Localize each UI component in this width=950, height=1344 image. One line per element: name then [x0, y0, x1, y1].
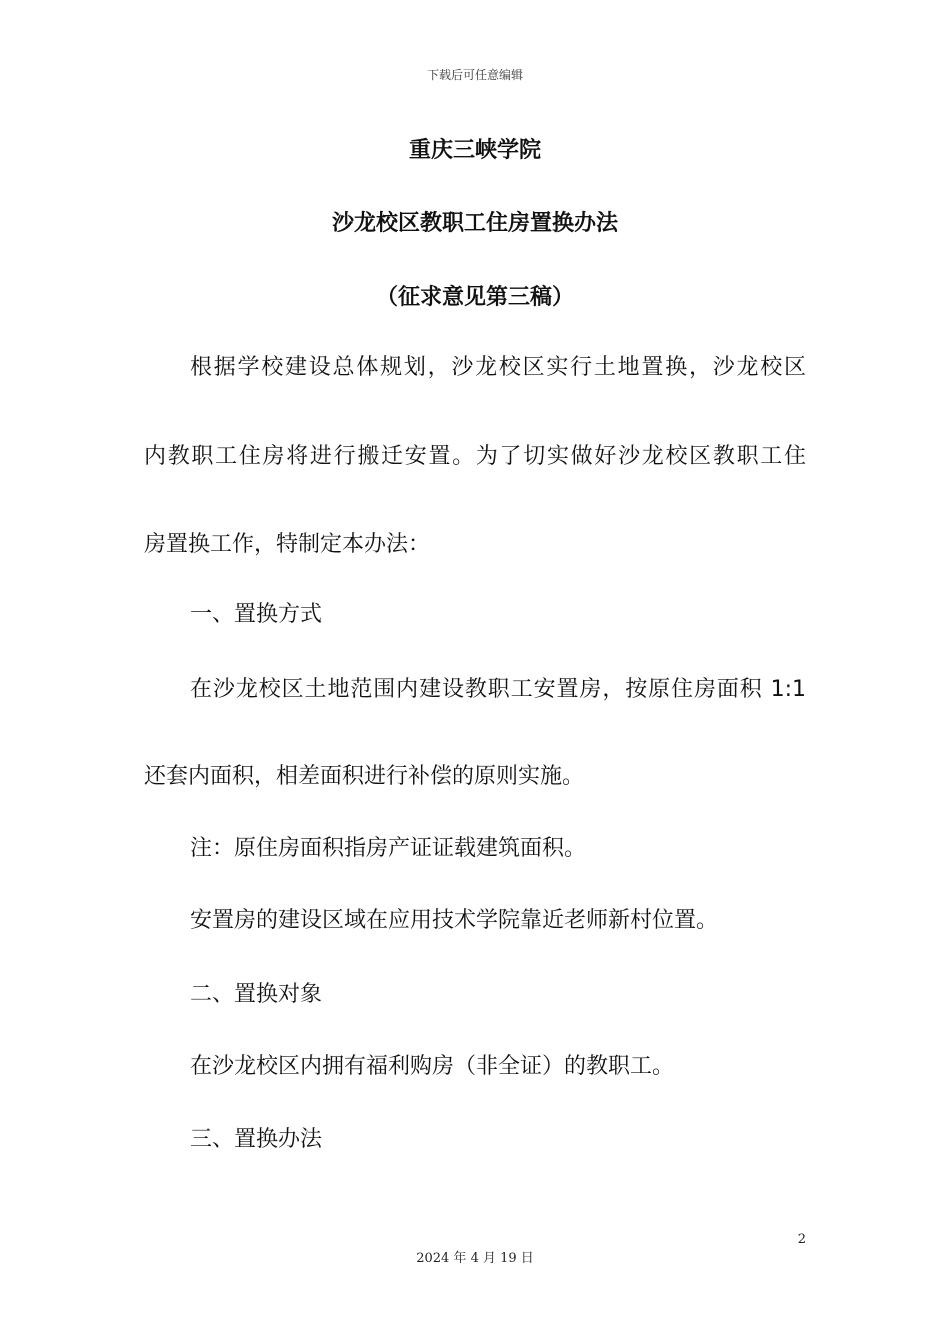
body-note-line: 注：原住房面积指房产证证载建筑面积。	[190, 836, 587, 861]
body-paragraph-line: 在沙龙校区土地范围内建设教职工安置房，按原住房面积 1:1	[190, 677, 806, 702]
body-paragraph-line: 还套内面积，相差面积进行补偿的原则实施。	[144, 764, 585, 789]
body-paragraph-line: 在沙龙校区内拥有福利购房（非全证）的教职工。	[190, 1054, 675, 1079]
document-title-subject: 沙龙校区教职工住房置换办法	[331, 211, 618, 236]
section-heading-method: 一、置换方式	[190, 602, 323, 627]
header-note: 下载后可任意编辑	[426, 68, 523, 82]
document-title-draft: （征求意见第三稿）	[375, 285, 574, 310]
page-number: 2	[797, 1232, 806, 1247]
footer-date: 2024 年 4 月 19 日	[416, 1251, 534, 1266]
section-heading-procedure: 三、置换办法	[190, 1127, 323, 1152]
body-paragraph-line: 内教职工住房将进行搬迁安置。为了切实做好沙龙校区教职工住	[144, 444, 806, 469]
body-paragraph-line: 根据学校建设总体规划，沙龙校区实行土地置换，沙龙校区	[190, 355, 806, 380]
body-paragraph-line: 房置换工作，特制定本办法：	[144, 532, 431, 557]
document-title-school: 重庆三峡学院	[408, 138, 541, 163]
body-paragraph-line: 安置房的建设区域在应用技术学院靠近老师新村位置。	[190, 908, 719, 933]
section-heading-target: 二、置换对象	[190, 982, 323, 1007]
